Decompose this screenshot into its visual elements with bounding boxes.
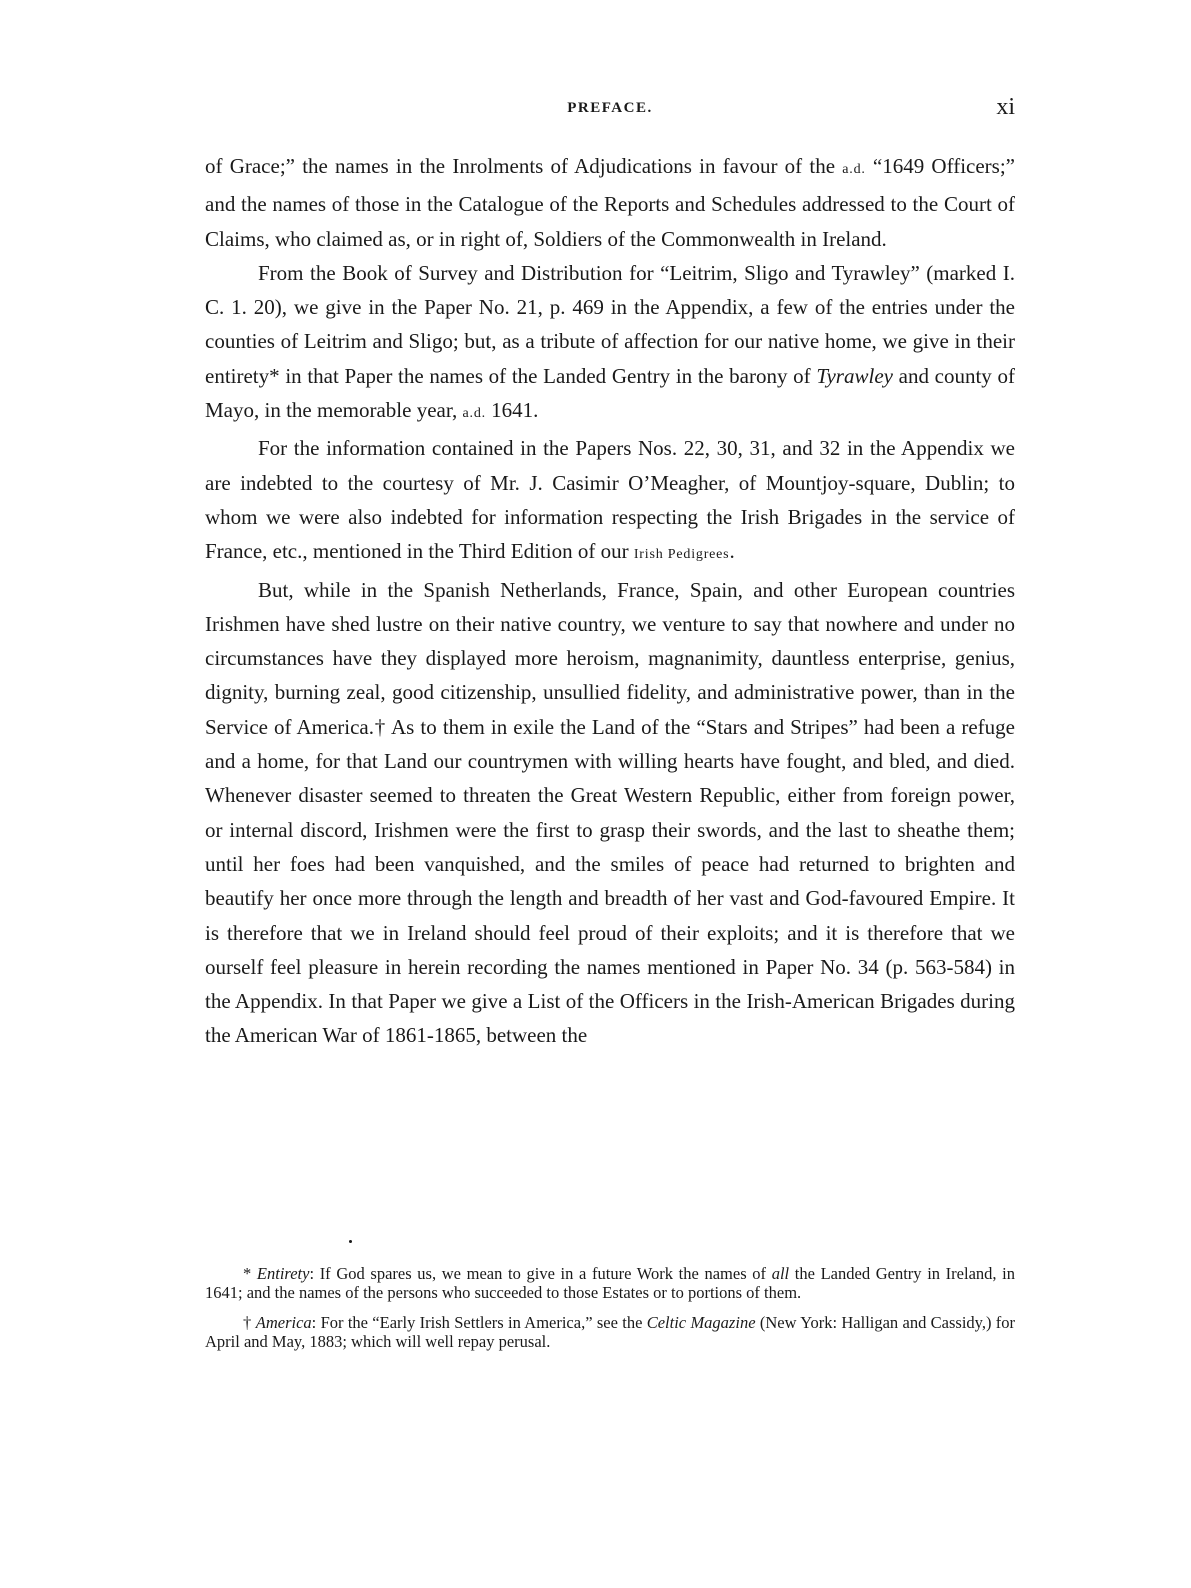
footnote-text: : For the “Early Irish Settlers in America,” see the (311, 1312, 647, 1332)
paragraph-4 (205, 573, 1015, 1053)
paragraph-text: “1649 Officers;” and the names of those in the Catalogue of the Reports and Schedules addressed to the Court of Claims, who claimed as, or in right of, Soldiers of the Commonwealth in Ireland. (205, 154, 1016, 251)
paragraph-text: From the Book of Survey and Distribution for “Leitrim, Sligo and Tyrawley” (marked I. C. 1. 20), we give in the Paper No. 21, p. 469 in the Appendix, a few of the entries under the counties of Leitrim and Sligo; but, as a tribute of affection for our native home, we give in their entirety* in that Paper the names of the Landed Gentry in the barony of (205, 260, 1015, 388)
paragraph-2 (205, 256, 1015, 431)
footnotes (205, 1264, 1015, 1362)
footnote-entirety (205, 1264, 1015, 1303)
era-abbreviation: a.d. (462, 406, 486, 422)
paragraph-text: For the information contained in the Papers Nos. 22, 30, 31, and 32 in the Appendix we are indebted to the courtesy of Mr. J. Casimir O’Meagher, of Mountjoy-square, Dublin; to whom we were also indebted for information respecting the Irish Brigades in the service of France, etc., mentioned in the Third Edition of our (205, 436, 1015, 564)
footnote-text: (New York: Halligan and Cassidy,) for April and May, 1883; which will well repay perusal. (205, 1312, 1016, 1352)
main-text (205, 149, 1015, 1053)
paragraph-text: But, while in the Spanish Netherlands, France, Spain, and other European countries Irishmen have shed lustre on their native country, we venture to say that nowhere and under no circumstances have they displayed more heroism, magnanimity, dauntless enterprise, genius, dignity, burning zeal, good citizenship, unsullied fidelity, and administrative power, than in the Service of America.† As to them in exile the Land of the “Stars and Stripes” had been a refuge and a home, for that Land our countrymen with willing hearts have fought, and bled, and died. Whenever disaster seemed to threaten the Great Western Republic, either from foreign power, or internal discord, Irishmen were the first to grasp their swords, and the last to sheathe them; until her foes had been vanquished, and the smiles of peace had returned to brighten and beautify her once more through the length and breadth of her vast and God-favoured Empire. It is therefore that we in Ireland should feel proud of their exploits; and it is therefore that we ourself feel pleasure in herein recording the names mentioned in Paper No. 34 (p. 563-584) in the Appendix. In that Paper we give a List of the Officers in the Irish-American Brigades during the American War of 1861-1865, between the (205, 577, 1015, 1048)
running-title: PREFACE. (567, 100, 653, 116)
footnote-separator-mark (349, 1240, 352, 1243)
paragraph-3 (205, 431, 1015, 572)
page-header (205, 94, 1015, 124)
italic-place-name: Tyrawley (816, 363, 893, 388)
paragraph-text: of Grace;” the names in the Inrolments of Adjudications in favour of the (205, 154, 843, 178)
paragraph-text: . (729, 539, 735, 564)
footnote-mark: * (243, 1264, 257, 1283)
book-title-smallcaps: Irish Pedigrees (633, 547, 730, 563)
footnote-text: : If God spares us, we mean to give in a future Work the names of (309, 1264, 772, 1283)
era-abbreviation: a.d. (842, 162, 866, 177)
page-number: xi (996, 94, 1015, 120)
footnote-emphasis: Celtic Magazine (646, 1312, 756, 1332)
footnote-term: America (255, 1312, 312, 1332)
paragraph-text: and county of Mayo, in the memorable year, (205, 363, 1015, 423)
footnote-emphasis: all (771, 1264, 790, 1283)
footnote-america (205, 1313, 1015, 1352)
paragraph-1 (205, 149, 1015, 256)
footnote-text: the Landed Gentry in Ireland, in 1641; and the names of the persons who succeeded to those Estates or to portions of them. (205, 1264, 1016, 1303)
footnote-term: Entirety (256, 1264, 310, 1283)
paragraph-text: 1641. (485, 398, 539, 423)
footnote-mark: † (243, 1312, 256, 1332)
